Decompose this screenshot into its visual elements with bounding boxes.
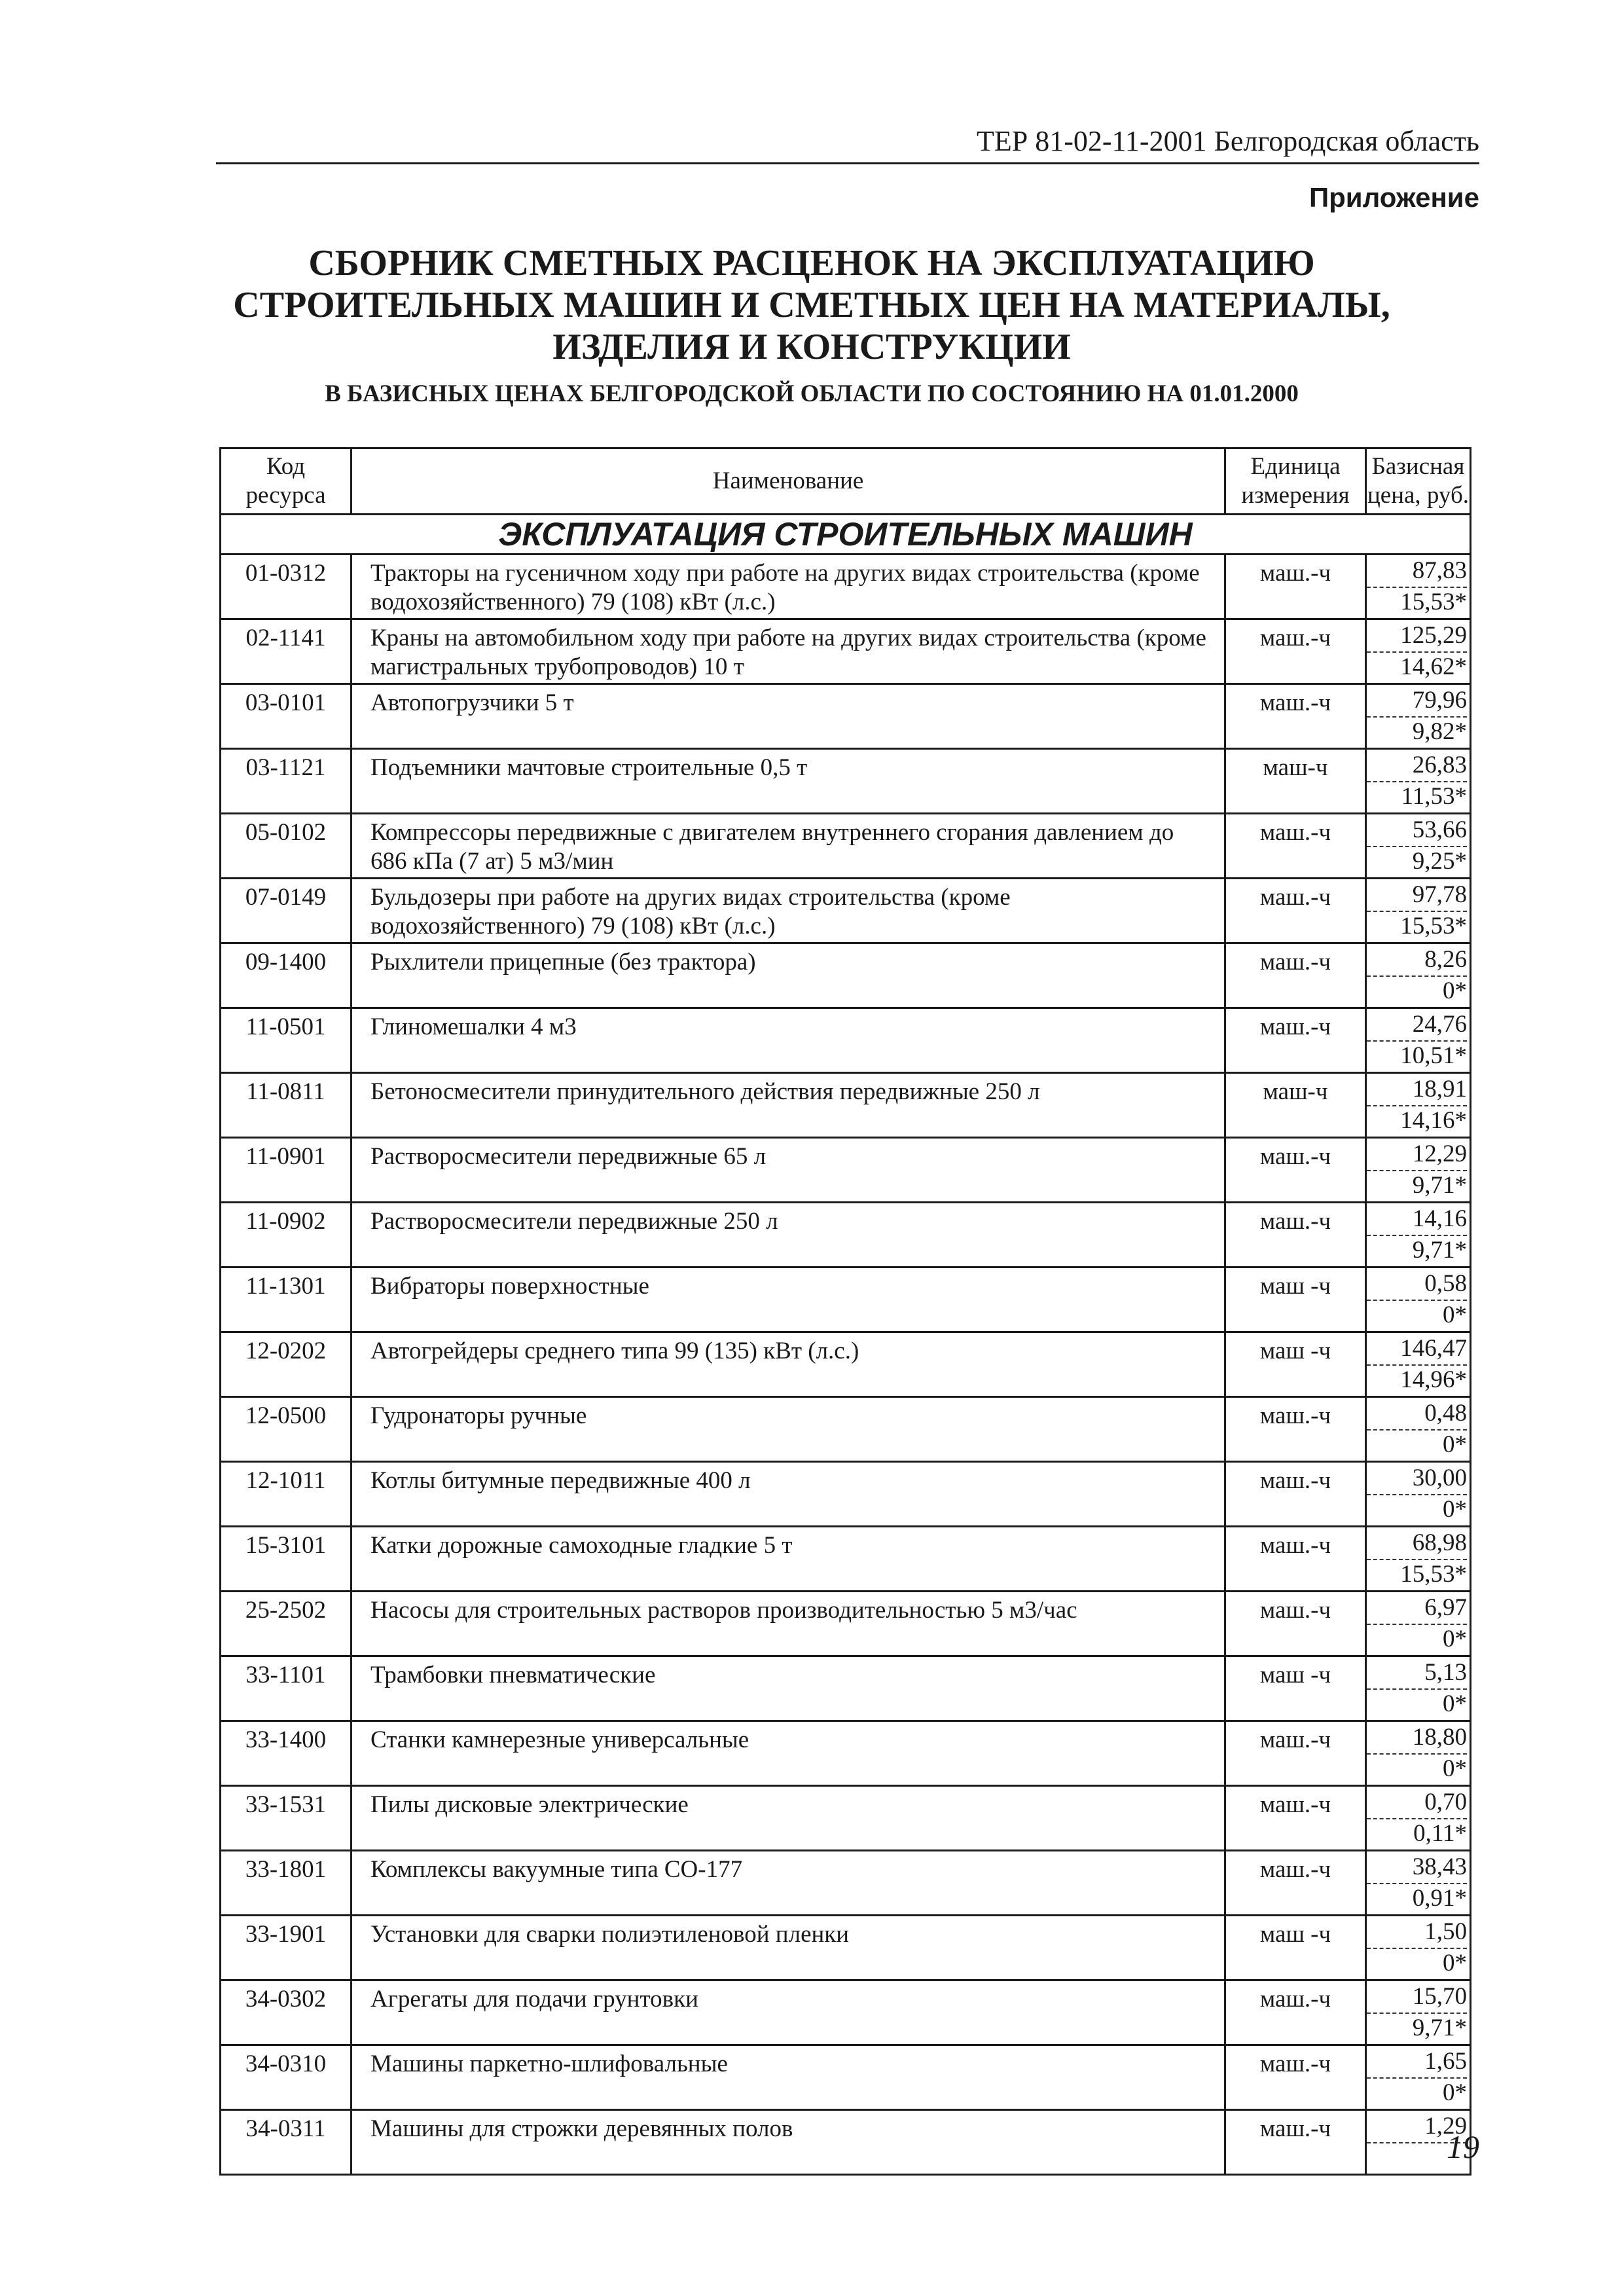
- table-row: [221, 1916, 1471, 1980]
- page-number: 19: [1447, 2128, 1479, 2165]
- title-line-3: ИЗДЕЛИЯ И КОНСТРУКЦИИ: [552, 327, 1071, 367]
- wage-component: 0*: [1443, 1950, 1467, 1977]
- table-row: [221, 2110, 1471, 2175]
- resource-code: 12-1011: [221, 1462, 352, 1527]
- table-row: [221, 619, 1471, 684]
- resource-name: Машины для строжки деревянных полов: [352, 2110, 1225, 2175]
- price-cell: [1366, 1786, 1471, 1851]
- price-cell: [1366, 1916, 1471, 1980]
- table-row: [221, 2045, 1471, 2110]
- table-row: [221, 1527, 1471, 1592]
- price-cell: [1366, 1203, 1471, 1267]
- base-price: 1,29: [1367, 2112, 1467, 2143]
- unit-of-measure: маш.-ч: [1225, 1008, 1366, 1073]
- resource-code: 34-0302: [221, 1980, 352, 2045]
- price-cell: [1366, 1721, 1471, 1786]
- price-table: [219, 447, 1471, 2176]
- running-header: ТЕР 81-02-11-2001 Белгородская область: [977, 125, 1479, 157]
- table-row: [221, 1786, 1471, 1851]
- base-price: 26,83: [1367, 751, 1467, 782]
- price-cell: [1366, 1397, 1471, 1462]
- unit-of-measure: маш.-ч: [1225, 1592, 1366, 1656]
- wage-component: 11,53*: [1401, 783, 1467, 810]
- base-price: 18,91: [1367, 1075, 1467, 1106]
- price-cell: [1366, 619, 1471, 684]
- resource-code: 11-1301: [221, 1267, 352, 1332]
- unit-of-measure: маш.-ч: [1225, 1786, 1366, 1851]
- unit-of-measure: маш.-ч: [1225, 1138, 1366, 1203]
- price-cell: [1366, 1138, 1471, 1203]
- wage-component: 15,53*: [1400, 913, 1467, 939]
- wage-component: 14,96*: [1400, 1366, 1467, 1393]
- price-table-wrapper: [219, 447, 1470, 2176]
- table-row: [221, 1267, 1471, 1332]
- resource-name: Растворосмесители передвижные 65 л: [352, 1138, 1225, 1203]
- base-price: 24,76: [1367, 1010, 1467, 1042]
- resource-name: Автопогрузчики 5 т: [352, 684, 1225, 749]
- resource-name: Подъемники мачтовые строительные 0,5 т: [352, 749, 1225, 814]
- resource-code: 03-1121: [221, 749, 352, 814]
- table-row: [221, 1980, 1471, 2045]
- unit-of-measure: маш -ч: [1225, 1916, 1366, 1980]
- base-price: 30,00: [1367, 1464, 1467, 1495]
- wage-component: 9,82*: [1412, 718, 1467, 745]
- base-price: 0,58: [1367, 1269, 1467, 1301]
- column-header-price: Базисная цена, руб.: [1366, 448, 1471, 515]
- resource-name: Компрессоры передвижные с двигателем внутреннего сгорания давлением до 686 кПа (7 ат) 5 м3/мин: [352, 814, 1225, 879]
- table-row: [221, 749, 1471, 814]
- wage-component: 15,53*: [1400, 589, 1467, 615]
- wage-component: 9,71*: [1412, 2014, 1467, 2041]
- appendix-label: Приложение: [1308, 182, 1479, 213]
- base-price: 38,43: [1367, 1853, 1467, 1884]
- base-price: 125,29: [1367, 621, 1467, 653]
- title-line-1: СБОРНИК СМЕТНЫХ РАСЦЕНОК НА ЭКСПЛУАТАЦИЮ: [308, 243, 1315, 283]
- resource-name: Станки камнерезные универсальные: [352, 1721, 1225, 1786]
- price-cell: [1366, 1008, 1471, 1073]
- unit-of-measure: маш.-ч: [1225, 943, 1366, 1008]
- unit-of-measure: маш -ч: [1225, 1656, 1366, 1721]
- price-cell: [1366, 1851, 1471, 1916]
- wage-component: 0*: [1443, 1755, 1467, 1782]
- column-header-code: Код ресурса: [221, 448, 352, 515]
- unit-of-measure: маш.-ч: [1225, 684, 1366, 749]
- resource-code: 09-1400: [221, 943, 352, 1008]
- price-cell: [1366, 2045, 1471, 2110]
- resource-code: 33-1101: [221, 1656, 352, 1721]
- resource-name: Катки дорожные самоходные гладкие 5 т: [352, 1527, 1225, 1592]
- wage-component: 9,71*: [1412, 1237, 1467, 1264]
- base-price: 146,47: [1367, 1334, 1467, 1366]
- price-cell: [1366, 879, 1471, 943]
- unit-of-measure: маш.-ч: [1225, 879, 1366, 943]
- unit-of-measure: маш.-ч: [1225, 619, 1366, 684]
- section-title: ЭКСПЛУАТАЦИЯ СТРОИТЕЛЬНЫХ МАШИН: [221, 515, 1471, 555]
- base-price: 6,97: [1367, 1594, 1467, 1625]
- base-price: 1,65: [1367, 2047, 1467, 2079]
- price-cell: [1366, 1980, 1471, 2045]
- unit-of-measure: маш -ч: [1225, 1267, 1366, 1332]
- resource-name: Котлы битумные передвижные 400 л: [352, 1462, 1225, 1527]
- price-cell: [1366, 1332, 1471, 1397]
- wage-component: 0*: [1443, 1431, 1467, 1458]
- wage-component: 14,62*: [1400, 653, 1467, 680]
- base-price: 15,70: [1367, 1982, 1467, 2014]
- resource-code: 11-0811: [221, 1073, 352, 1138]
- unit-of-measure: маш-ч: [1225, 749, 1366, 814]
- resource-name: Трамбовки пневматические: [352, 1656, 1225, 1721]
- table-row: [221, 1656, 1471, 1721]
- resource-code: 02-1141: [221, 619, 352, 684]
- resource-code: 33-1801: [221, 1851, 352, 1916]
- price-cell: [1366, 684, 1471, 749]
- base-price: 14,16: [1367, 1205, 1467, 1236]
- base-price: 68,98: [1367, 1529, 1467, 1560]
- table-body: [221, 555, 1471, 2175]
- resource-name: Бульдозеры при работе на других видах строительства (кроме водохозяйственного) 79 (108) кВт (л.с.): [352, 879, 1225, 943]
- table-row: [221, 943, 1471, 1008]
- price-cell: [1366, 1073, 1471, 1138]
- resource-code: 33-1901: [221, 1916, 352, 1980]
- price-cell: [1366, 1527, 1471, 1592]
- wage-component: 9,25*: [1412, 848, 1467, 875]
- table-row: [221, 555, 1471, 619]
- resource-name: Глиномешалки 4 м3: [352, 1008, 1225, 1073]
- unit-of-measure: маш.-ч: [1225, 1721, 1366, 1786]
- table-header-row: [221, 448, 1471, 515]
- base-price: 5,13: [1367, 1658, 1467, 1690]
- wage-component: 0*: [1443, 1302, 1467, 1328]
- resource-name: Пилы дисковые электрические: [352, 1786, 1225, 1851]
- resource-name: Агрегаты для подачи грунтовки: [352, 1980, 1225, 2045]
- resource-name: Тракторы на гусеничном ходу при работе на других видах строительства (кроме водохозяйственного) 79 (108) кВт (л.с.): [352, 555, 1225, 619]
- price-cell: [1366, 1656, 1471, 1721]
- table-row: [221, 1073, 1471, 1138]
- base-price: 18,80: [1367, 1723, 1467, 1755]
- table-row: [221, 1138, 1471, 1203]
- resource-code: 11-0901: [221, 1138, 352, 1203]
- base-price: 0,70: [1367, 1788, 1467, 1819]
- wage-component: 15,53*: [1400, 1561, 1467, 1588]
- section-header-row: [221, 515, 1471, 555]
- table-row: [221, 1721, 1471, 1786]
- unit-of-measure: маш-ч: [1225, 1073, 1366, 1138]
- unit-of-measure: маш.-ч: [1225, 1851, 1366, 1916]
- document-subtitle: В БАЗИСНЫХ ЦЕНАХ БЕЛГОРОДСКОЙ ОБЛАСТИ ПО СОСТОЯНИЮ НА 01.01.2000: [325, 380, 1299, 407]
- resource-code: 05-0102: [221, 814, 352, 879]
- unit-of-measure: маш.-ч: [1225, 555, 1366, 619]
- price-cell: [1366, 1267, 1471, 1332]
- base-price: 79,96: [1367, 686, 1467, 718]
- resource-code: 34-0310: [221, 2045, 352, 2110]
- wage-component: 0*: [1443, 1690, 1467, 1717]
- wage-component: 0*: [1443, 1626, 1467, 1652]
- resource-code: 33-1400: [221, 1721, 352, 1786]
- table-row: [221, 1008, 1471, 1073]
- resource-code: 03-0101: [221, 684, 352, 749]
- unit-of-measure: маш.-ч: [1225, 1203, 1366, 1267]
- table-row: [221, 1397, 1471, 1462]
- base-price: 12,29: [1367, 1140, 1467, 1171]
- resource-code: 11-0501: [221, 1008, 352, 1073]
- resource-name: Комплексы вакуумные типа СО-177: [352, 1851, 1225, 1916]
- resource-code: 12-0202: [221, 1332, 352, 1397]
- resource-code: 11-0902: [221, 1203, 352, 1267]
- resource-name: Насосы для строительных растворов производительностью 5 м3/час: [352, 1592, 1225, 1656]
- resource-name: Гудронаторы ручные: [352, 1397, 1225, 1462]
- document-title: [196, 242, 1427, 368]
- base-price: 1,50: [1367, 1918, 1467, 1949]
- wage-component: 10,51*: [1400, 1042, 1467, 1069]
- resource-code: 01-0312: [221, 555, 352, 619]
- resource-name: Бетоносмесители принудительного действия передвижные 250 л: [352, 1073, 1225, 1138]
- table-row: [221, 814, 1471, 879]
- base-price: 87,83: [1367, 556, 1467, 588]
- base-price: 8,26: [1367, 945, 1467, 977]
- resource-code: 15-3101: [221, 1527, 352, 1592]
- wage-component: 0*: [1443, 1496, 1467, 1523]
- column-header-name: Наименование: [352, 448, 1225, 515]
- unit-of-measure: маш.-ч: [1225, 1527, 1366, 1592]
- resource-name: Автогрейдеры среднего типа 99 (135) кВт (л.с.): [352, 1332, 1225, 1397]
- column-header-unit: Единица измерения: [1225, 448, 1366, 515]
- wage-component: 0,91*: [1412, 1885, 1467, 1912]
- wage-component: 0*: [1443, 2079, 1467, 2106]
- header-rule: [216, 162, 1479, 164]
- price-cell: [1366, 1592, 1471, 1656]
- resource-code: 12-0500: [221, 1397, 352, 1462]
- wage-component: 14,16*: [1400, 1107, 1467, 1134]
- resource-code: 33-1531: [221, 1786, 352, 1851]
- price-cell: [1366, 943, 1471, 1008]
- unit-of-measure: маш.-ч: [1225, 1462, 1366, 1527]
- table-row: [221, 1332, 1471, 1397]
- unit-of-measure: маш -ч: [1225, 1332, 1366, 1397]
- base-price: 0,48: [1367, 1399, 1467, 1430]
- resource-code: 34-0311: [221, 2110, 352, 2175]
- resource-code: 07-0149: [221, 879, 352, 943]
- price-cell: [1366, 814, 1471, 879]
- table-row: [221, 879, 1471, 943]
- table-row: [221, 1592, 1471, 1656]
- resource-name: Вибраторы поверхностные: [352, 1267, 1225, 1332]
- unit-of-measure: маш.-ч: [1225, 2110, 1366, 2175]
- resource-name: Машины паркетно-шлифовальные: [352, 2045, 1225, 2110]
- unit-of-measure: маш.-ч: [1225, 2045, 1366, 2110]
- table-row: [221, 1203, 1471, 1267]
- unit-of-measure: маш.-ч: [1225, 814, 1366, 879]
- price-cell: [1366, 1462, 1471, 1527]
- resource-code: 25-2502: [221, 1592, 352, 1656]
- wage-component: 0,11*: [1413, 1820, 1467, 1847]
- unit-of-measure: маш.-ч: [1225, 1980, 1366, 2045]
- base-price: 97,78: [1367, 881, 1467, 912]
- table-row: [221, 1851, 1471, 1916]
- resource-name: Растворосмесители передвижные 250 л: [352, 1203, 1225, 1267]
- price-cell: [1366, 555, 1471, 619]
- resource-name: Установки для сварки полиэтиленовой пленки: [352, 1916, 1225, 1980]
- table-row: [221, 1462, 1471, 1527]
- wage-component: 9,71*: [1412, 1172, 1467, 1199]
- table-row: [221, 684, 1471, 749]
- price-cell: [1366, 749, 1471, 814]
- resource-name: Рыхлители прицепные (без трактора): [352, 943, 1225, 1008]
- resource-name: Краны на автомобильном ходу при работе на других видах строительства (кроме магистральных трубопроводов) 10 т: [352, 619, 1225, 684]
- base-price: 53,66: [1367, 816, 1467, 847]
- wage-component: 0*: [1443, 977, 1467, 1004]
- title-line-2: СТРОИТЕЛЬНЫХ МАШИН И СМЕТНЫХ ЦЕН НА МАТЕРИАЛЫ,: [233, 285, 1390, 325]
- unit-of-measure: маш.-ч: [1225, 1397, 1366, 1462]
